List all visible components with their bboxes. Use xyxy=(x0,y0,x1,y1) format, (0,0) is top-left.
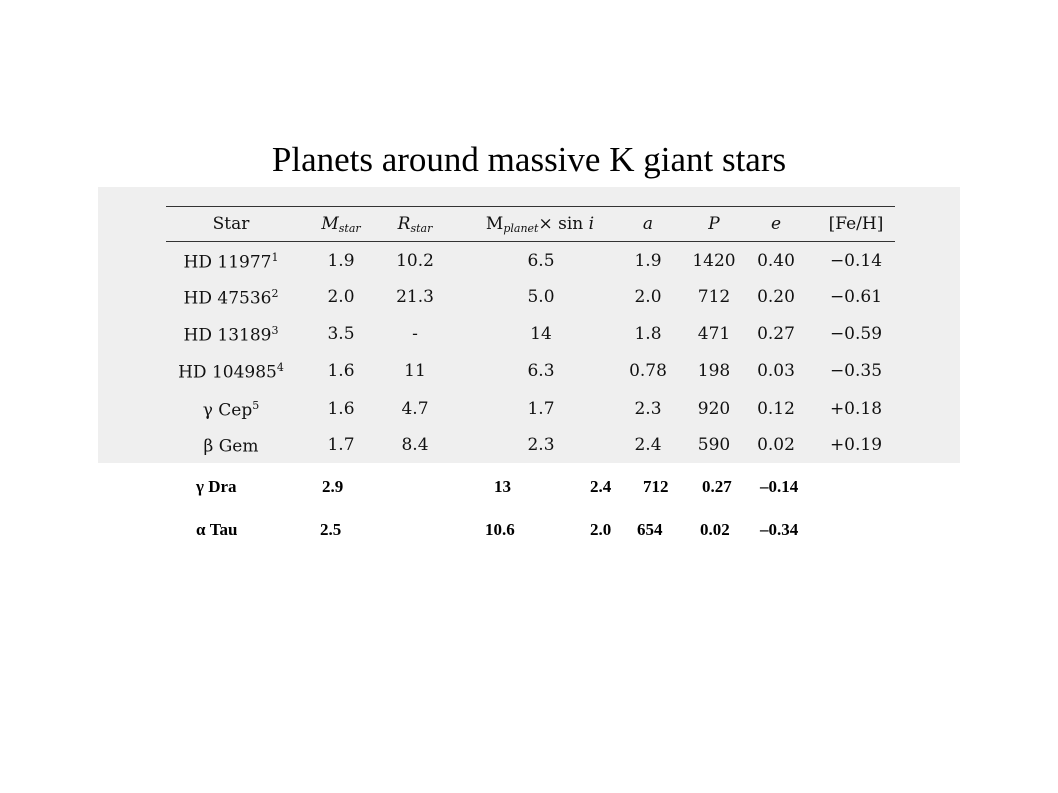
table-row xyxy=(0,324,1058,348)
extra-row xyxy=(0,477,1058,499)
extra-cell-m-planet: 10.6 xyxy=(485,520,515,539)
cell-m-planet: 1.7 xyxy=(527,399,555,419)
extra-cell-a: 2.4 xyxy=(590,477,612,496)
table-row xyxy=(0,287,1058,311)
cell-m-star: 1.9 xyxy=(327,251,355,271)
cell-m-planet: 14 xyxy=(530,324,552,344)
cell-e: 0.02 xyxy=(757,435,795,455)
cell-a: 1.9 xyxy=(634,251,662,271)
cell-star: HD 47536$^2$ xyxy=(183,287,279,309)
header-star: Star xyxy=(212,214,250,234)
cell-feh: −0.59 xyxy=(829,324,883,344)
extra-cell-m-planet: 13 xyxy=(494,477,511,496)
cell-star: HD 13189$^3$ xyxy=(183,324,279,346)
cell-p: 198 xyxy=(697,361,731,381)
cell-e: 0.03 xyxy=(757,361,795,381)
cell-p: 590 xyxy=(697,435,731,455)
cell-e: 0.27 xyxy=(757,324,795,344)
cell-r-star: 21.3 xyxy=(396,287,434,307)
header-p: P xyxy=(708,214,720,234)
header-e: e xyxy=(770,214,782,234)
extra-cell-feh: –0.14 xyxy=(760,477,799,496)
cell-p: 920 xyxy=(697,399,731,419)
cell-m-star: 1.6 xyxy=(327,361,355,381)
cell-a: 2.0 xyxy=(634,287,662,307)
extra-cell-feh: –0.34 xyxy=(760,520,799,539)
cell-r-star: - xyxy=(412,324,418,344)
table-header-rule xyxy=(166,241,895,242)
cell-a: 0.78 xyxy=(629,361,667,381)
table-row xyxy=(0,251,1058,275)
table-row xyxy=(0,399,1058,423)
extra-cell-star: γ Dra xyxy=(196,477,237,496)
cell-star: γ Cep$^5$ xyxy=(202,399,260,421)
cell-r-star: 8.4 xyxy=(401,435,429,455)
cell-p: 712 xyxy=(697,287,731,307)
header-r-star: $R_{star}$ xyxy=(397,214,433,235)
extra-cell-m-star: 2.5 xyxy=(320,520,342,539)
extra-cell-a: 2.0 xyxy=(590,520,612,539)
cell-p: 471 xyxy=(697,324,731,344)
slide-title: Planets around massive K giant stars xyxy=(271,140,787,179)
cell-m-planet: 6.3 xyxy=(527,361,555,381)
cell-feh: −0.14 xyxy=(829,251,883,271)
cell-star: β Gem xyxy=(203,436,259,457)
extra-cell-m-star: 2.9 xyxy=(322,477,344,496)
extra-cell-p: 654 xyxy=(637,520,663,539)
header-a: a xyxy=(642,214,654,234)
cell-m-star: 1.7 xyxy=(327,435,355,455)
cell-e: 0.12 xyxy=(757,399,795,419)
cell-a: 2.3 xyxy=(634,399,662,419)
header-m-star: $M_{star}$ xyxy=(321,214,361,235)
header-feh: [Fe/H] xyxy=(828,214,884,234)
cell-m-star: 2.0 xyxy=(327,287,355,307)
cell-r-star: 4.7 xyxy=(401,399,429,419)
cell-r-star: 11 xyxy=(404,361,426,381)
cell-star: HD 11977$^1$ xyxy=(183,251,279,273)
cell-feh: +0.18 xyxy=(829,399,883,419)
cell-e: 0.20 xyxy=(757,287,795,307)
cell-e: 0.40 xyxy=(757,251,795,271)
cell-feh: −0.61 xyxy=(829,287,883,307)
header-m-planet: $M_{planet}\times \sin i$ xyxy=(485,214,595,235)
cell-m-star: 1.6 xyxy=(327,399,355,419)
extra-cell-e: 0.02 xyxy=(700,520,730,539)
cell-p: 1420 xyxy=(692,251,736,271)
cell-r-star: 10.2 xyxy=(396,251,434,271)
cell-m-planet: 2.3 xyxy=(527,435,555,455)
cell-m-planet: 6.5 xyxy=(527,251,555,271)
cell-feh: −0.35 xyxy=(829,361,883,381)
cell-m-star: 3.5 xyxy=(327,324,355,344)
cell-a: 1.8 xyxy=(634,324,662,344)
cell-a: 2.4 xyxy=(634,435,662,455)
table-top-rule xyxy=(166,206,895,207)
table-row xyxy=(0,435,1058,459)
table-row xyxy=(0,361,1058,385)
extra-cell-p: 712 xyxy=(643,477,669,496)
extra-cell-e: 0.27 xyxy=(702,477,732,496)
cell-m-planet: 5.0 xyxy=(527,287,555,307)
cell-star: HD 104985$^4$ xyxy=(178,361,284,383)
cell-feh: +0.19 xyxy=(829,435,883,455)
extra-row xyxy=(0,520,1058,542)
extra-cell-star: α Tau xyxy=(196,520,238,539)
